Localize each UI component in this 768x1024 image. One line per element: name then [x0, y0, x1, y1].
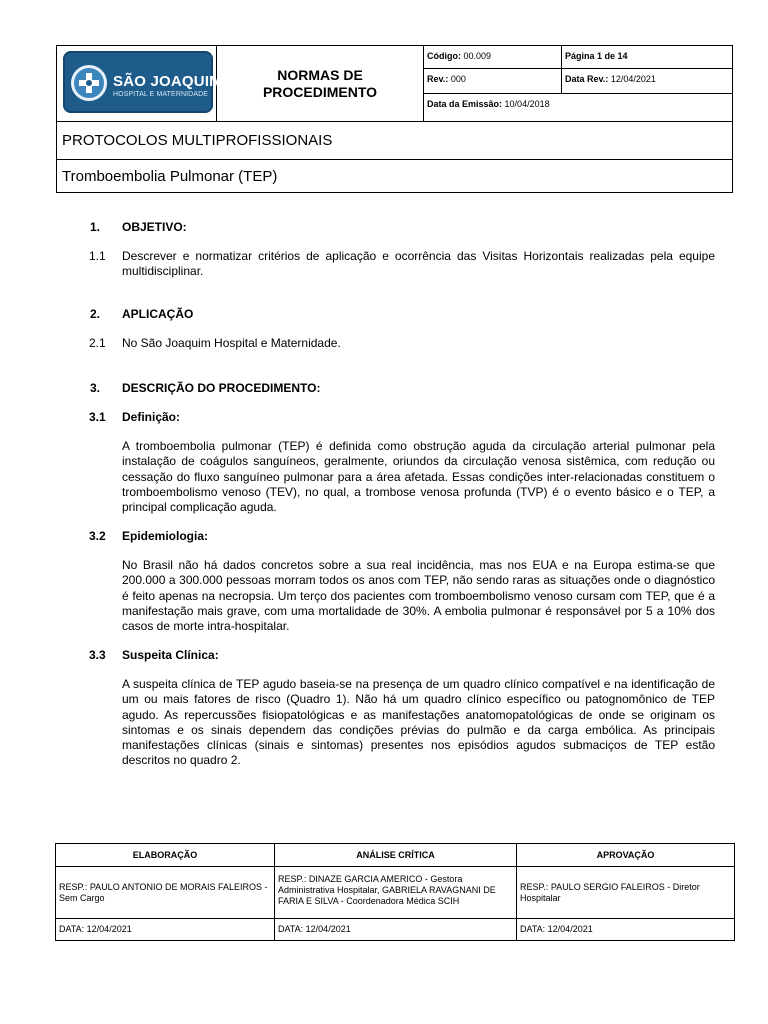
aprovacao-date: DATA: 12/04/2021: [520, 924, 593, 934]
section-1-1-text: Descrever e normatizar critérios de aplicação e ocorrência das Visitas Horizontais realizadas pela equipe multidisciplinar.: [122, 249, 715, 279]
section-2-number: 2.: [90, 307, 101, 321]
section-3-1-title: Definição:: [122, 410, 181, 424]
title-line-1: NORMAS DE: [277, 66, 363, 83]
data-rev-value: 12/04/2021: [610, 74, 656, 84]
page-indicator: Página 1 de 14: [565, 51, 628, 61]
aprovacao-header: APROVAÇÃO: [596, 850, 655, 860]
data-rev-cell: [562, 69, 732, 94]
emissao-label: Data da Emissão:: [427, 99, 503, 109]
section-3-title: DESCRIÇÃO DO PROCEDIMENTO:: [122, 381, 321, 395]
analise-critica-date: DATA: 12/04/2021: [278, 924, 351, 934]
logo-cell: [57, 46, 222, 121]
section-3-1-text: A tromboembolia pulmonar (TEP) é definida como obstrução aguda da circulação arterial pulmonar pela instalação de coágulos sanguíneos, geralmente, oriundos da circulação venosa sistêmica, com redução ou cessação do fluxo sanguíneo pulmonar para a área afetada. Essas condições inter-relacionadas constituem o tromboembolismo venoso (TEV), no qual, a trombose venosa profunda (TVP) é o evento básico e o TEP, a principal complicação aguda.: [122, 439, 715, 515]
hospital-cross-icon: [71, 65, 107, 101]
data-rev-label: Data Rev.:: [565, 74, 609, 84]
section-3-3-text: A suspeita clínica de TEP agudo baseia-se na presença de um quadro clínico compatível e na identificação de um ou mais fatores de risco (Quadro 1). Não há um quadro clínico específico ou patognomônico de TEP agudo. As repercussões fisiopatológicas e as manifestações anatomopatológicas de onde se originam os sintomas e os sinais dependem das condições prévias do pulmão e da carga embólica. As principais manifestações clínicas (sinais e sintomas) presentes nos episódios agudos submaciços de TEP estão descritos no quadro 2.: [122, 677, 715, 768]
section-3-2-title: Epidemiologia:: [122, 529, 209, 543]
emissao-value: 10/04/2018: [504, 99, 550, 109]
section-3-2-text: No Brasil não há dados concretos sobre a sua real incidência, mas nos EUA e na Europa estima-se que 200.000 a 300.000 pessoas morram todos os anos com TEP, não sendo raras as situações onde o diagnóstico é feito apenas na necropsia. Um terço dos pacientes com tromboembolismo venoso cursam com TEP, que é a manifestação mais grave, com uma mortalidade de 30%. A embolia pulmonar é responsável por 5 a 10% dos casos de morte intra-hospitalar.: [122, 558, 715, 634]
rev-cell: [424, 69, 562, 94]
code-label: Código:: [427, 51, 461, 61]
topic-row: Tromboembolia Pulmonar (TEP): [57, 159, 732, 194]
rev-label: Rev.:: [427, 74, 449, 84]
section-3-number: 3.: [90, 381, 101, 395]
document-title: [217, 46, 424, 121]
elaboracao-date: DATA: 12/04/2021: [59, 924, 132, 934]
analise-critica-resp: RESP.: DINAZE GARCIA AMERICO - Gestora Administrativa Hospitalar, GABRIELA RAVAGNANI DE FARIA E SILVA - Coordenadora Médica SCIH: [278, 874, 496, 906]
section-1-1-number: 1.1: [89, 249, 106, 263]
elaboracao-header: ELABORAÇÃO: [132, 850, 198, 860]
logo-name: SÃO JOAQUIM: [113, 73, 222, 90]
analise-critica-header: ANÁLISE CRÍTICA: [356, 850, 435, 860]
document-header: [56, 45, 733, 193]
section-2-1-number: 2.1: [89, 336, 106, 350]
section-3-3-title: Suspeita Clínica:: [122, 648, 219, 662]
section-3-2-number: 3.2: [89, 529, 106, 543]
rev-value: 000: [450, 74, 466, 84]
elaboracao-resp: RESP.: PAULO ANTONIO DE MORAIS FALEIROS - Sem Cargo: [59, 882, 268, 903]
section-2-1-text: No São Joaquim Hospital e Maternidade.: [122, 336, 341, 350]
section-3-3-number: 3.3: [89, 648, 106, 662]
section-1-title: OBJETIVO:: [122, 220, 187, 234]
title-line-2: PROCEDIMENTO: [262, 83, 378, 100]
section-3-1-number: 3.1: [89, 410, 106, 424]
category-row: PROTOCOLOS MULTIPROFISSIONAIS: [57, 121, 732, 159]
aprovacao-resp: RESP.: PAULO SERGIO FALEIROS - Diretor Hospitalar: [520, 882, 700, 903]
code-value: 00.009: [463, 51, 492, 61]
section-2-title: APLICAÇÃO: [122, 307, 194, 321]
code-cell: [424, 46, 562, 69]
approval-table: [55, 843, 735, 941]
hospital-logo: [63, 51, 222, 113]
emissao-cell: [424, 94, 732, 121]
page-cell: [562, 46, 732, 69]
section-1-number: 1.: [90, 220, 101, 234]
logo-subtitle: HOSPITAL E MATERNIDADE: [113, 91, 209, 98]
